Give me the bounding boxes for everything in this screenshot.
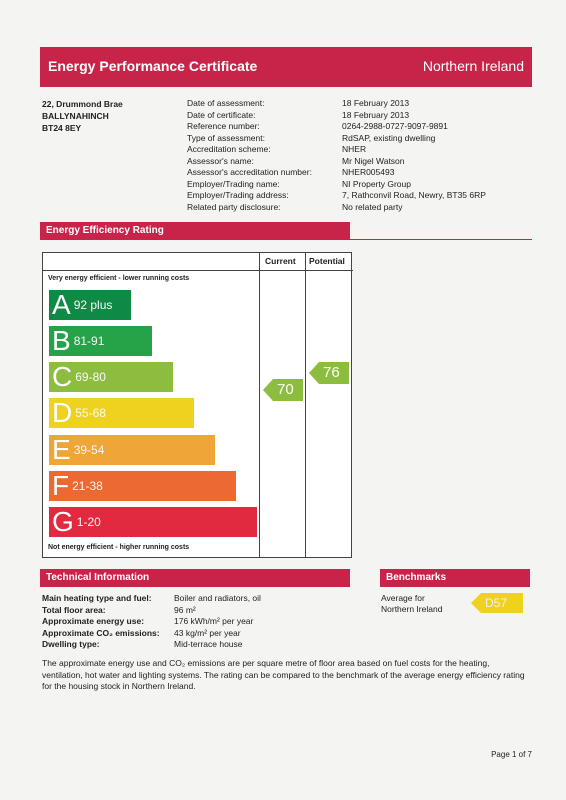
details-row [187, 156, 486, 168]
band-range: 21-38 [72, 479, 103, 493]
tech-value: 176 kWh/m² per year [174, 616, 254, 626]
tech-row [42, 593, 261, 605]
details-value: 18 February 2013 [342, 109, 410, 120]
certificate-details [187, 98, 486, 213]
tech-row [42, 616, 261, 628]
band-b [49, 326, 152, 356]
tech-value: 43 kg/m² per year [174, 627, 241, 638]
tech-row [42, 605, 261, 617]
tech-label: Dwelling type: [42, 639, 100, 649]
details-row [187, 98, 486, 110]
benchmark-line-2: Northern Ireland [381, 604, 443, 614]
band-letter: F [52, 470, 70, 501]
header-divider [259, 270, 353, 271]
tech-label: Approximate CO₂ emissions: [42, 627, 160, 638]
details-row [187, 179, 486, 191]
band-c [49, 362, 173, 392]
potential-rating-value: 76 [323, 364, 340, 381]
section-rule [350, 239, 532, 240]
details-label: Employer/Trading name: [187, 178, 280, 189]
details-value: No related party [342, 201, 403, 212]
footnote-text: The approximate energy use and CO₂ emissions are per square metre of floor area based on fuel costs for the heating, ventilation, hot water and lighting systems. The rating can be compared to the benchmark of the average energy efficiency rating for the housing stock in Northern Ireland. [42, 658, 525, 691]
band-range: 69-80 [75, 370, 106, 384]
benchmark-value: D57 [485, 596, 508, 610]
details-value: NI Property Group [342, 178, 411, 189]
details-row [187, 121, 486, 133]
details-label: Date of certificate: [187, 109, 256, 120]
band-f [49, 471, 236, 501]
band-range: 81-91 [73, 334, 105, 348]
page-title: Energy Performance Certificate [48, 58, 258, 74]
address-line-3: BT24 8EY [42, 123, 82, 133]
details-label: Type of assessment: [187, 132, 265, 143]
tech-value: Boiler and radiators, oil [174, 593, 261, 603]
header-bar [40, 47, 532, 87]
header-divider [43, 270, 260, 271]
details-row [187, 167, 486, 179]
details-label: Employer/Trading address: [187, 190, 289, 200]
details-value: 18 February 2013 [342, 98, 410, 108]
tech-value: 96 m² [174, 604, 196, 615]
page-number: Page 1 of 7 [491, 750, 532, 759]
benchmarks-heading: Benchmarks [380, 569, 530, 587]
region-label: Northern Ireland [422, 58, 524, 74]
band-e [49, 435, 215, 465]
tech-row [42, 639, 261, 651]
tech-label: Approximate energy use: [42, 616, 145, 626]
band-letter: C [52, 361, 73, 392]
tech-value: Mid-terrace house [174, 639, 243, 649]
technical-heading: Technical Information [40, 569, 350, 587]
details-value: 7, Rathconvil Road, Newry, BT35 6RP [342, 190, 486, 200]
benchmark-line-1: Average for [381, 593, 425, 603]
tech-label: Main heating type and fuel: [42, 593, 152, 603]
technical-info [42, 593, 261, 651]
energy-rating-heading: Energy Efficiency Rating [40, 222, 350, 240]
current-column-header: Current [265, 256, 296, 266]
band-range: 92 plus [73, 298, 113, 312]
details-row [187, 144, 486, 156]
band-range: 55-68 [75, 406, 106, 420]
address-line-2: BALLYNAHINCH [42, 111, 109, 121]
details-value: RdSAP, existing dwelling [342, 132, 436, 143]
potential-column-header: Potential [309, 256, 345, 266]
band-range: 39-54 [73, 443, 105, 457]
band-g [49, 507, 257, 537]
property-address [42, 98, 123, 134]
band-range: 1-20 [76, 515, 101, 529]
band-letter: E [52, 434, 71, 465]
band-letter: G [52, 506, 74, 537]
address-line-1: 22, Drummond Brae [42, 99, 123, 109]
band-d [49, 398, 194, 428]
details-value: NHER005493 [342, 167, 395, 177]
details-value: NHER [342, 144, 367, 154]
current-rating-arrow [263, 379, 303, 401]
details-row [187, 190, 486, 202]
details-row [187, 133, 486, 145]
details-row [187, 202, 486, 214]
tech-row [42, 628, 261, 640]
band-letter: A [52, 289, 71, 320]
potential-rating-arrow [309, 362, 349, 384]
band-letter: B [52, 325, 71, 356]
details-label: Accreditation scheme: [187, 144, 271, 154]
efficient-label: Very energy efficient - lower running costs [48, 275, 190, 282]
details-row [187, 110, 486, 122]
benchmark-label [381, 593, 442, 615]
energy-rating-chart [42, 252, 352, 558]
band-a [49, 290, 131, 320]
column-divider [305, 253, 306, 557]
details-label: Related party disclosure: [187, 201, 281, 212]
current-rating-value: 70 [277, 381, 294, 398]
details-value: Mr Nigel Watson [342, 155, 405, 166]
band-letter: D [52, 397, 73, 428]
details-label: Reference number: [187, 121, 260, 131]
details-label: Assessor's accreditation number: [187, 167, 312, 177]
tech-label: Total floor area: [42, 604, 106, 615]
details-label: Assessor's name: [187, 155, 254, 166]
details-label: Date of assessment: [187, 98, 265, 108]
inefficient-label: Not energy efficient - higher running costs [48, 544, 190, 551]
column-divider [259, 253, 260, 557]
details-value: 0264-2988-0727-9097-9891 [342, 121, 448, 131]
